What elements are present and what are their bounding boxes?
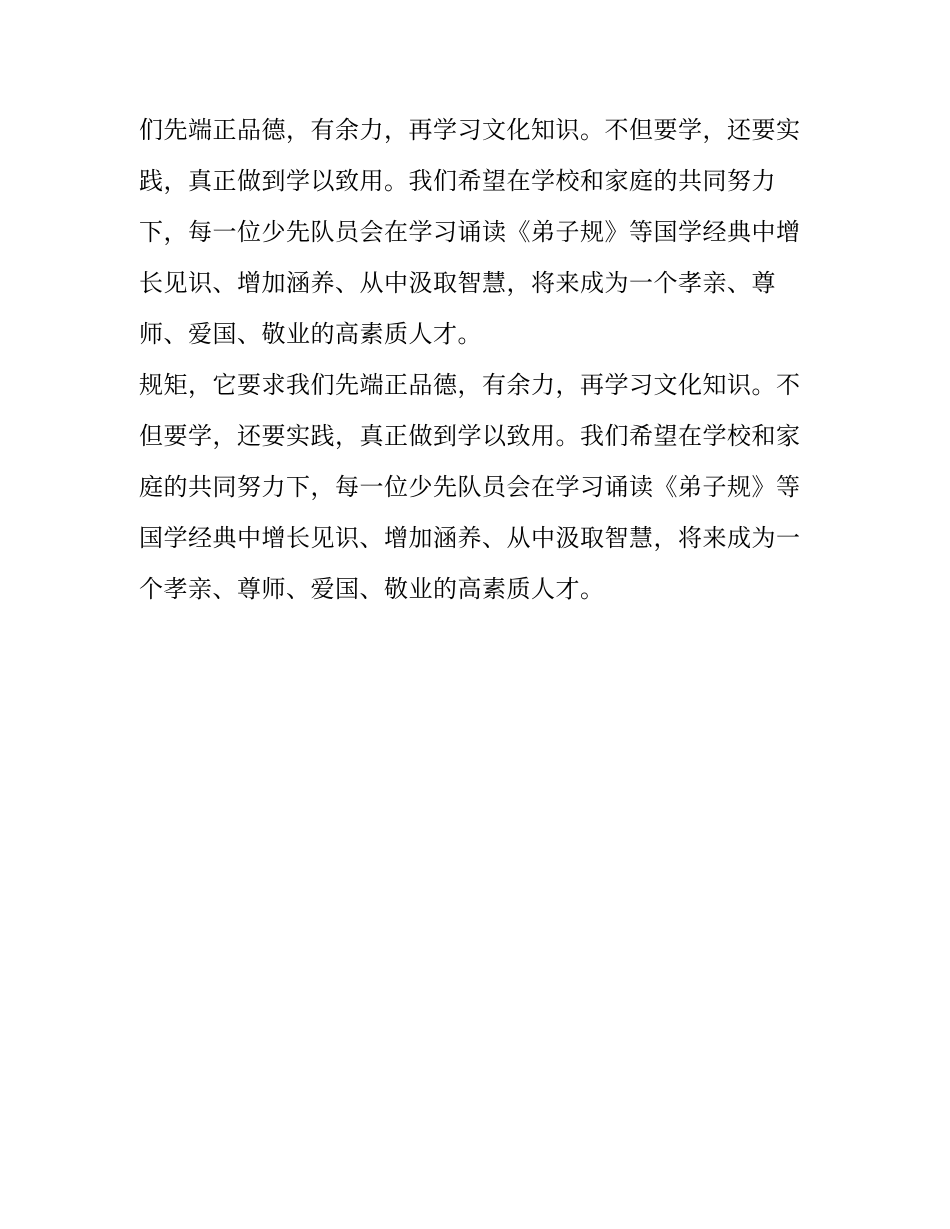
paragraph-line: 但要学，还要实践，真正做到学以致用。我们希望在学校和家	[139, 422, 801, 450]
paragraph-line: 长见识、增加涵养、从中汲取智慧，将来成为一个孝亲、尊	[139, 269, 776, 297]
paragraph-line: 师、爱国、敬业的高素质人才。	[139, 320, 482, 348]
paragraph-line: 践，真正做到学以致用。我们希望在学校和家庭的共同努力	[139, 167, 776, 195]
paragraph-line: 下，每一位少先队员会在学习诵读《弟子规》等国学经典中增	[139, 218, 801, 246]
paragraph-1	[139, 108, 819, 363]
paragraph-2	[139, 363, 819, 618]
paragraph-line: 规矩，它要求我们先端正品德，有余力，再学习文化知识。不	[139, 371, 801, 399]
paragraph-line: 个孝亲、尊师、爱国、敬业的高素质人才。	[139, 575, 605, 603]
paragraph-line: 们先端正品德，有余力，再学习文化知识。不但要学，还要实	[139, 116, 801, 144]
document-body	[139, 108, 819, 618]
paragraph-line: 国学经典中增长见识、增加涵养、从中汲取智慧，将来成为一	[139, 524, 801, 552]
paragraph-line: 庭的共同努力下，每一位少先队员会在学习诵读《弟子规》等	[139, 473, 801, 501]
